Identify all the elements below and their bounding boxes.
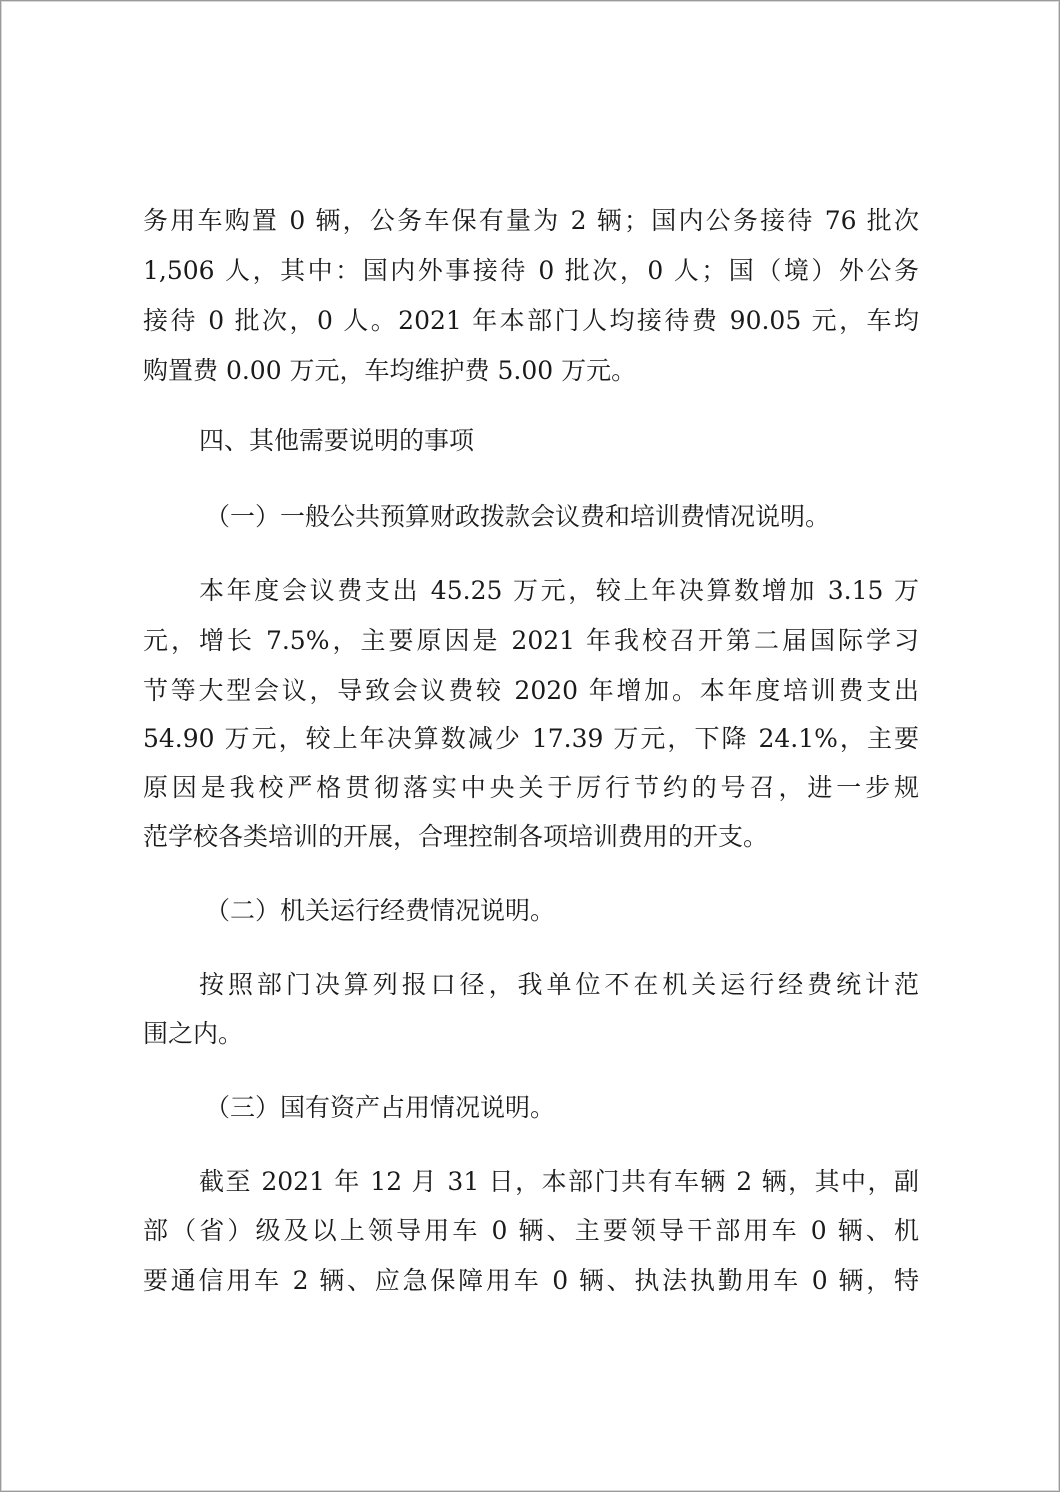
paragraph-line: 本年度会议费支出 45.25 万元，较上年决算数增加 3.15 万 bbox=[199, 576, 919, 605]
paragraph-line: 围之内。 bbox=[143, 1019, 244, 1048]
paragraph-line: 范学校各类培训的开展，合理控制各项培训费用的开支。 bbox=[143, 822, 769, 851]
paragraph-line: 节等大型会议，导致会议费较 2020 年增加。本年度培训费支出 bbox=[143, 676, 919, 705]
paragraph-line: 按照部门决算列报口径，我单位不在机关运行经费统计范 bbox=[199, 970, 919, 999]
paragraph-line: 元，增长 7.5%，主要原因是 2021 年我校召开第二届国际学习 bbox=[143, 626, 919, 655]
paragraph-line: 原因是我校严格贯彻落实中央关于厉行节约的号召，进一步规 bbox=[143, 773, 919, 802]
paragraph-line: 接待 0 批次，0 人。2021 年本部门人均接待费 90.05 元，车均 bbox=[143, 306, 919, 335]
paragraph-line: 1,506 人，其中：国内外事接待 0 批次，0 人；国（境）外公务 bbox=[143, 256, 919, 285]
subsection-heading: （二）机关运行经费情况说明。 bbox=[205, 896, 556, 925]
subsection-heading: （一）一般公共预算财政拨款会议费和培训费情况说明。 bbox=[205, 502, 831, 531]
section-heading: 四、其他需要说明的事项 bbox=[199, 426, 475, 455]
paragraph-line: 务用车购置 0 辆，公务车保有量为 2 辆；国内公务接待 76 批次 bbox=[143, 206, 919, 235]
paragraph-line: 部（省）级及以上领导用车 0 辆、主要领导干部用车 0 辆、机 bbox=[143, 1216, 919, 1245]
paragraph-line: 54.90 万元，较上年决算数减少 17.39 万元，下降 24.1%，主要 bbox=[143, 724, 919, 753]
paragraph-line: 截至 2021 年 12 月 31 日，本部门共有车辆 2 辆，其中，副 bbox=[199, 1167, 919, 1196]
paragraph-line: 要通信用车 2 辆、应急保障用车 0 辆、执法执勤用车 0 辆，特 bbox=[143, 1266, 919, 1295]
paragraph-line: 购置费 0.00 万元，车均维护费 5.00 万元。 bbox=[143, 356, 637, 385]
subsection-heading: （三）国有资产占用情况说明。 bbox=[205, 1093, 556, 1122]
